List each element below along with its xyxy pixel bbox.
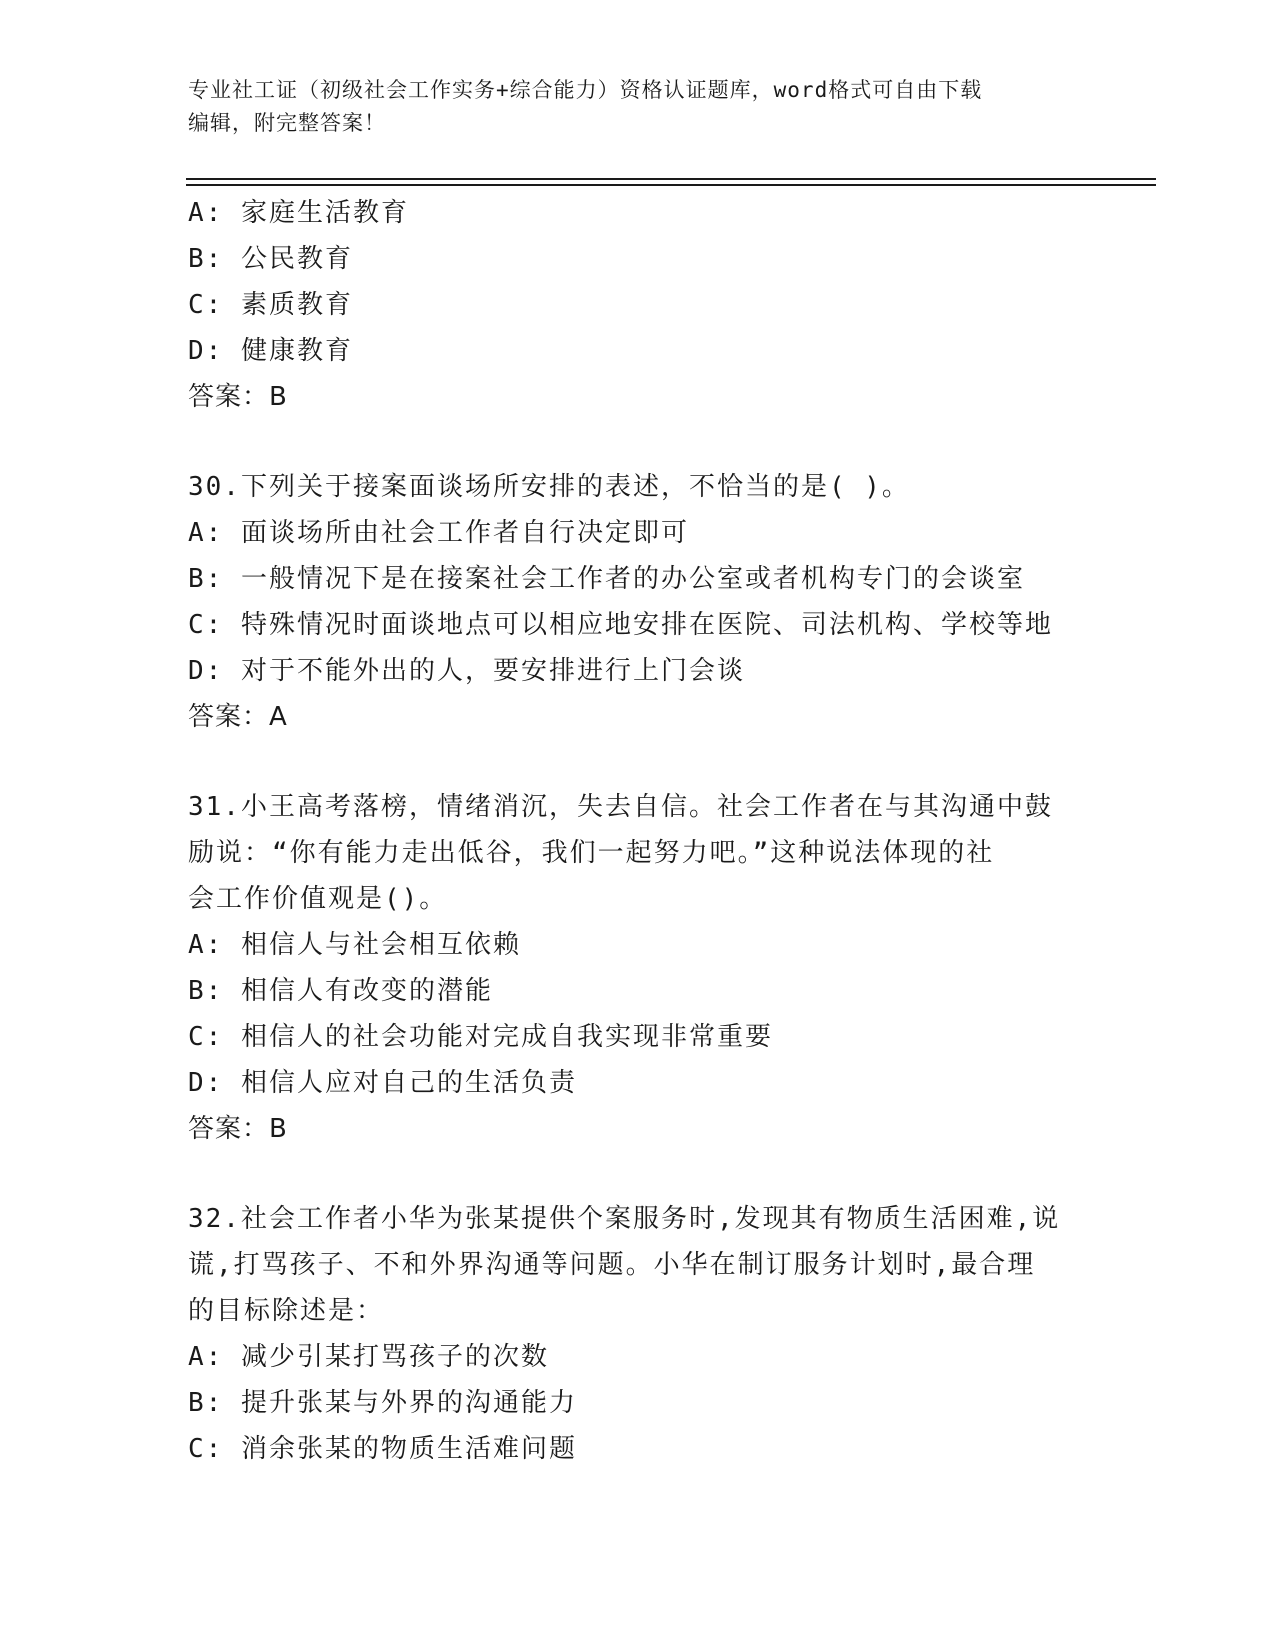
header-divider-top xyxy=(186,178,1156,180)
option-d: D: 相信人应对自己的生活负责 xyxy=(188,1068,577,1098)
option-a: A: 家庭生活教育 xyxy=(188,198,409,228)
header-divider-bottom xyxy=(186,184,1156,186)
answer-line: 答案：B xyxy=(188,382,288,412)
question-32 xyxy=(188,1196,1108,1472)
option-b: B: 提升张某与外界的沟通能力 xyxy=(188,1388,577,1418)
option-d: D: 对于不能外出的人，要安排进行上门会谈 xyxy=(188,656,745,686)
option-a: A: 减少引某打骂孩子的次数 xyxy=(188,1342,549,1372)
question-stem-line-1: 32.社会工作者小华为张某提供个案服务时,发现其有物质生活困难,说 xyxy=(188,1204,1061,1234)
option-d: D: 健康教育 xyxy=(188,336,353,366)
option-b: B: 相信人有改变的潜能 xyxy=(188,976,493,1006)
question-stem-line-2: 励说：“你有能力走出低谷，我们一起努力吧。”这种说法体现的社 xyxy=(188,838,995,868)
option-b: B: 一般情况下是在接案社会工作者的办公室或者机构专门的会谈室 xyxy=(188,564,1025,594)
question-stem-line-2: 谎,打骂孩子、不和外界沟通等问题。小华在制订服务计划时,最合理 xyxy=(188,1250,1036,1280)
document-header xyxy=(188,74,1088,140)
header-line-2: 编辑，附完整答案！ xyxy=(188,111,386,135)
question-list xyxy=(188,190,1108,1472)
question-30 xyxy=(188,464,1108,740)
question-29-partial xyxy=(188,190,1108,420)
option-c: C: 消余张某的物质生活难问题 xyxy=(188,1434,577,1464)
header-line-1: 专业社工证（初级社会工作实务+综合能力）资格认证题库，word格式可自由下载 xyxy=(188,78,983,102)
answer-line: 答案：A xyxy=(188,702,288,732)
option-b: B: 公民教育 xyxy=(188,244,353,274)
question-31 xyxy=(188,784,1108,1152)
option-a: A: 面谈场所由社会工作者自行决定即可 xyxy=(188,518,689,548)
question-stem-line-1: 31.小王高考落榜，情绪消沉，失去自信。社会工作者在与其沟通中鼓 xyxy=(188,792,1053,822)
option-c: C: 相信人的社会功能对完成自我实现非常重要 xyxy=(188,1022,773,1052)
option-c: C: 特殊情况时面谈地点可以相应地安排在医院、司法机构、学校等地 xyxy=(188,610,1053,640)
question-stem: 30.下列关于接案面谈场所安排的表述，不恰当的是( )。 xyxy=(188,472,910,502)
answer-line: 答案：B xyxy=(188,1114,288,1144)
question-stem-line-3: 的目标除述是： xyxy=(188,1296,385,1326)
option-a: A: 相信人与社会相互依赖 xyxy=(188,930,521,960)
option-c: C: 素质教育 xyxy=(188,290,353,320)
question-stem-line-3: 会工作价值观是()。 xyxy=(188,884,448,914)
